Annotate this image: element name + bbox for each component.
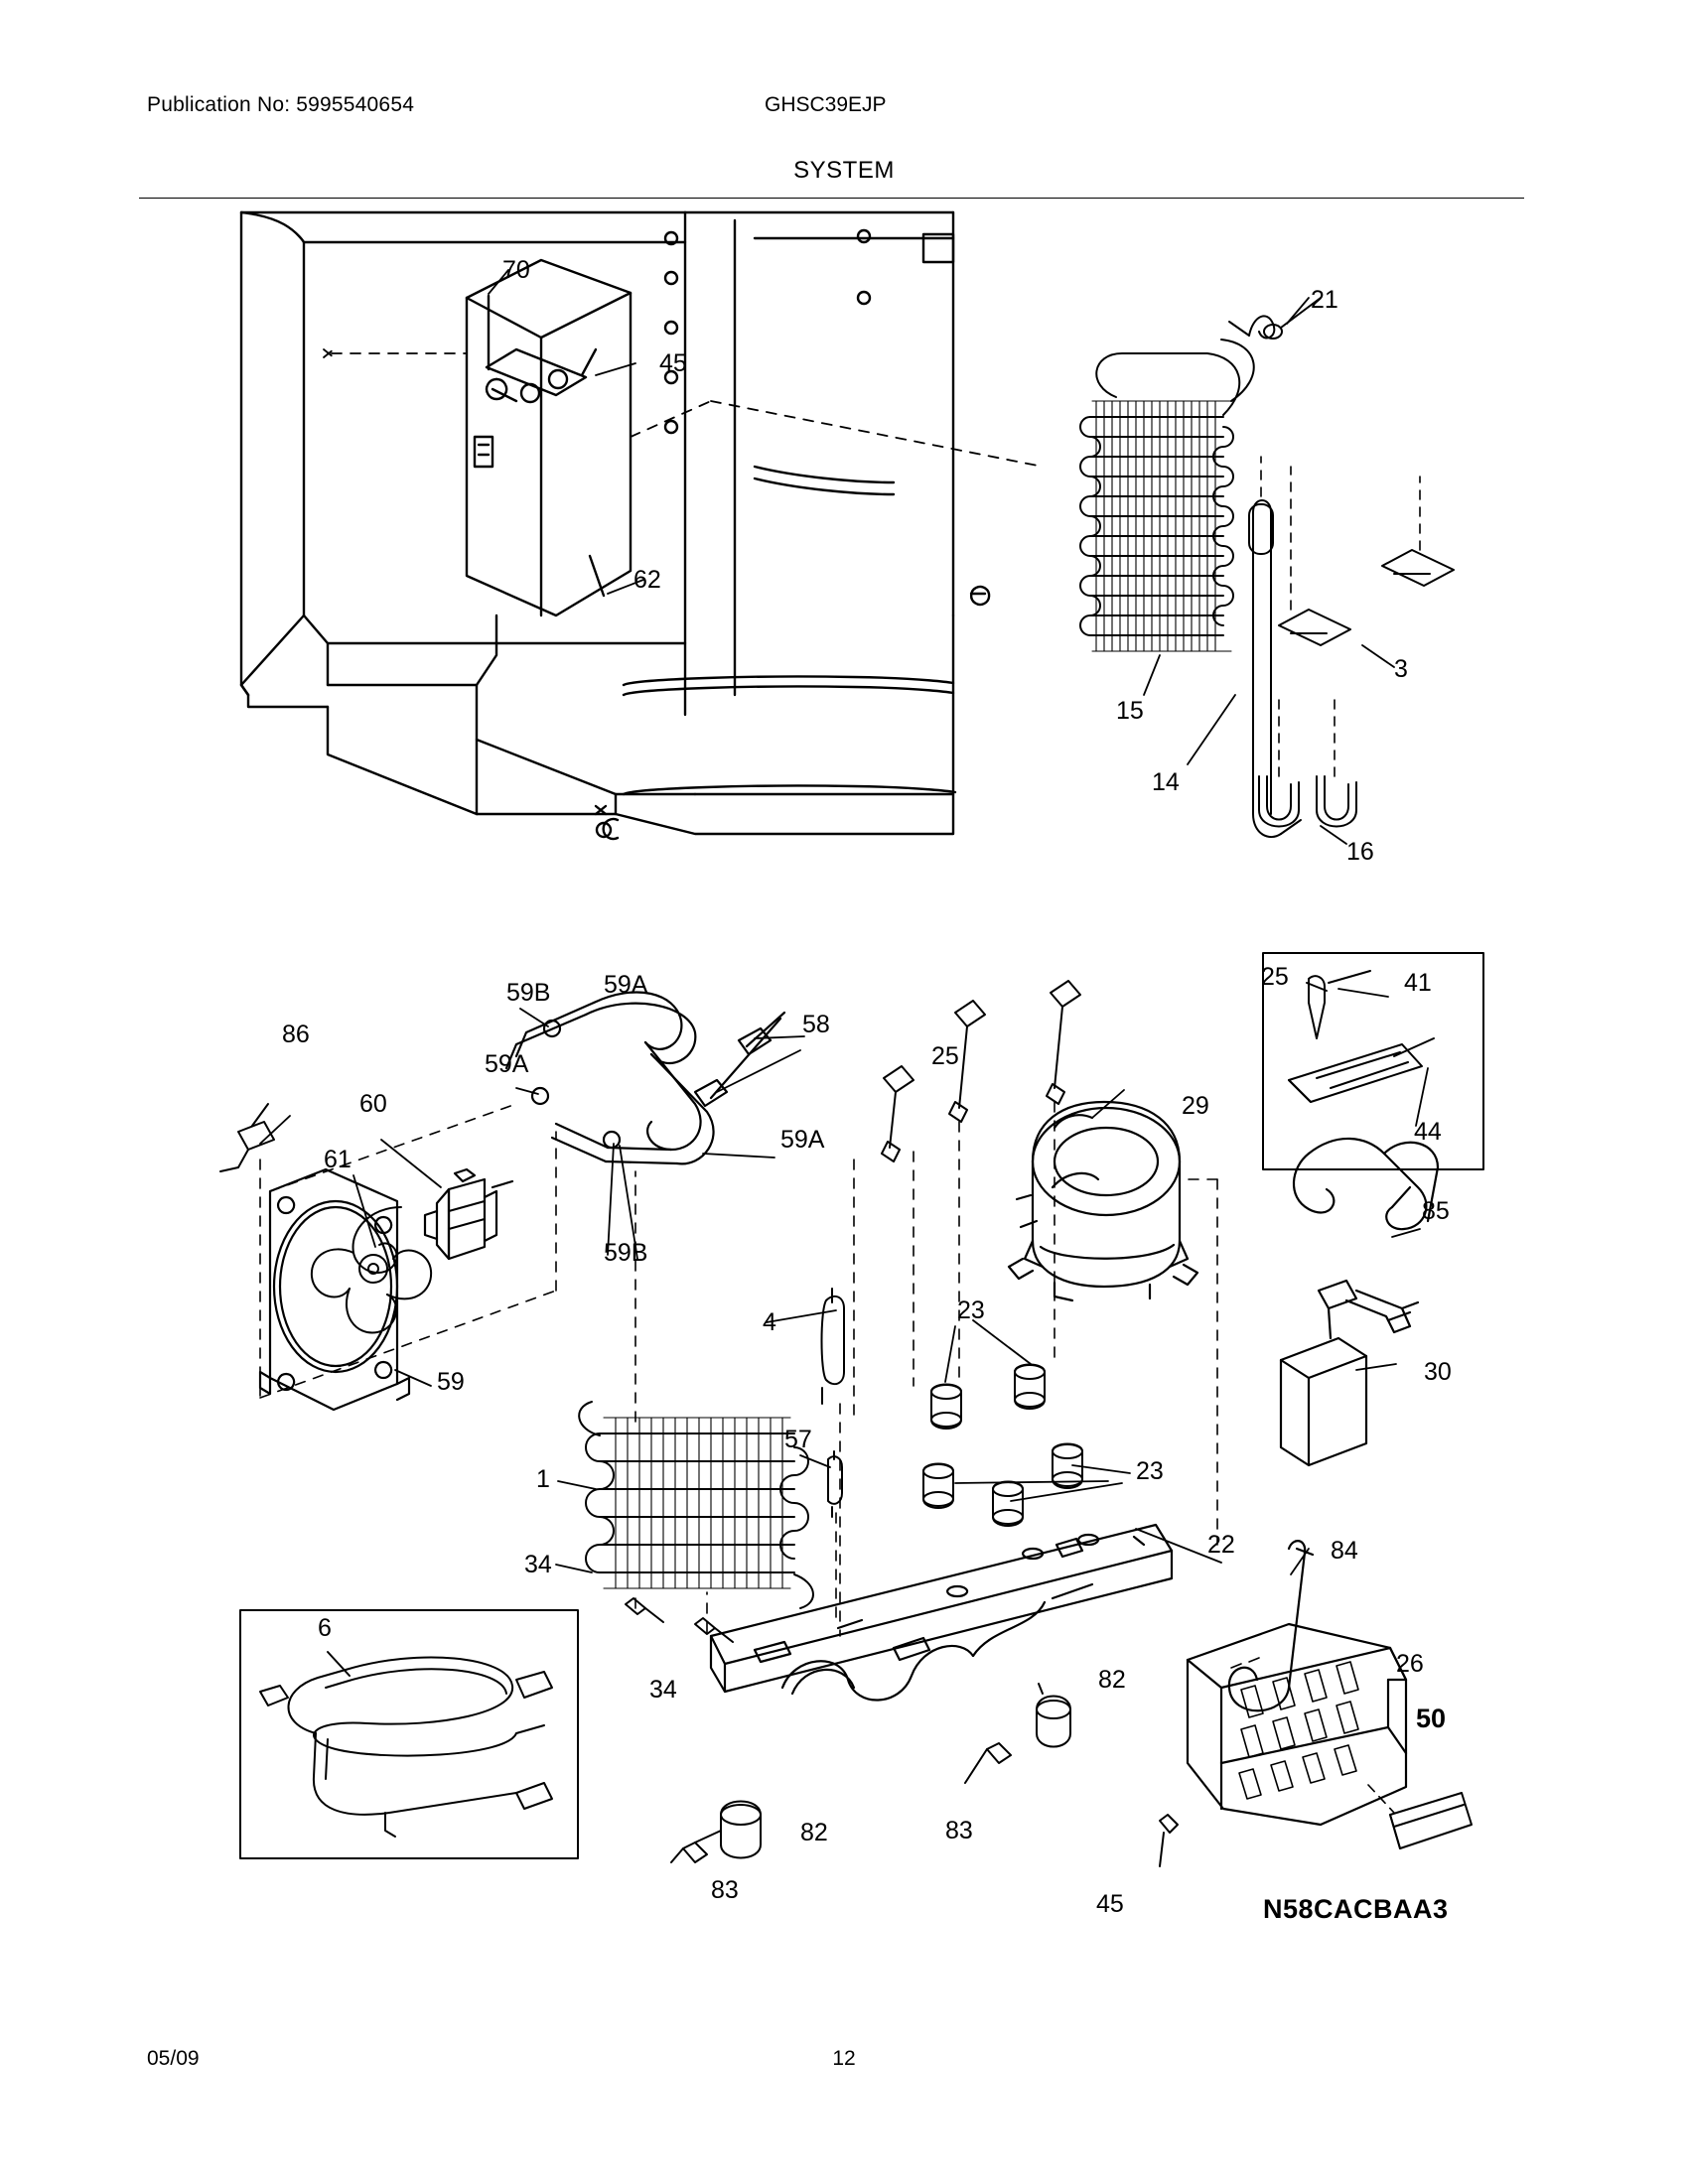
upper-leaders <box>489 270 1394 844</box>
capacitor-82-b <box>695 1802 761 1858</box>
callout-83-left: 83 <box>711 1876 739 1904</box>
callout-15: 15 <box>1116 697 1144 725</box>
callout-59: 59 <box>437 1368 465 1396</box>
tubing-58-59 <box>506 993 784 1164</box>
lower-leaders <box>260 989 1428 1574</box>
capacitor-82-a <box>1037 1684 1070 1747</box>
screw-45-lower <box>1160 1815 1178 1866</box>
drawing-code: N58CACBAA3 <box>1263 1894 1449 1924</box>
accumulator-4 <box>822 1289 845 1404</box>
relay-box-30 <box>1281 1281 1418 1465</box>
tube-connector-21 <box>1229 298 1321 339</box>
callout-59a-left: 59A <box>485 1050 529 1078</box>
callout-34-right: 34 <box>649 1676 677 1704</box>
model-number: GHSC39EJP <box>765 93 887 116</box>
callout-86: 86 <box>282 1021 310 1048</box>
callout-58: 58 <box>802 1011 830 1038</box>
callout-4: 4 <box>763 1308 776 1336</box>
screws-25 <box>882 981 1080 1161</box>
fan-motor-60 <box>425 1169 512 1259</box>
callout-61: 61 <box>324 1146 352 1173</box>
callout-59a-right: 59A <box>780 1126 825 1154</box>
callout-16: 16 <box>1346 838 1374 866</box>
drier-tube-assembly <box>1249 500 1356 837</box>
callout-50: 50 <box>1416 1704 1447 1733</box>
tube-85 <box>1294 1139 1438 1229</box>
inset-box-hardware <box>1263 953 1483 1169</box>
callout-34-left: 34 <box>524 1551 552 1578</box>
grommets-23 <box>923 1365 1082 1527</box>
callout-59b-top: 59B <box>506 979 551 1007</box>
callout-29: 29 <box>1182 1092 1209 1120</box>
condenser-coil <box>1080 340 1254 651</box>
callout-23-top: 23 <box>957 1297 985 1324</box>
callout-3: 3 <box>1394 655 1408 683</box>
callout-6: 6 <box>318 1614 332 1642</box>
callout-59a-top: 59A <box>604 971 648 999</box>
callout-70: 70 <box>502 256 530 284</box>
page-number: 12 <box>832 2047 856 2070</box>
cabinet-outline <box>241 212 989 839</box>
callout-25-right: 25 <box>1261 963 1289 991</box>
callout-26: 26 <box>1396 1650 1424 1678</box>
callout-21: 21 <box>1311 286 1338 314</box>
callout-57: 57 <box>784 1426 812 1453</box>
callout-60: 60 <box>359 1090 387 1118</box>
callout-82-upper: 82 <box>1098 1666 1126 1694</box>
revision-date: 05/09 <box>147 2047 200 2070</box>
callout-62: 62 <box>633 566 661 594</box>
callout-45-upper: 45 <box>659 349 687 377</box>
callout-1: 1 <box>536 1465 550 1493</box>
inset-box-cord <box>240 1610 578 1858</box>
drain-pan-26 <box>1188 1541 1406 1825</box>
publication-number: Publication No: 5995540654 <box>147 93 415 116</box>
callout-22: 22 <box>1207 1531 1235 1559</box>
callout-44: 44 <box>1414 1118 1442 1146</box>
lower-guide-lines <box>260 1102 1217 1636</box>
callout-30: 30 <box>1424 1358 1452 1386</box>
compressor-29 <box>1009 1102 1197 1300</box>
module-50 <box>1368 1785 1472 1848</box>
callout-85: 85 <box>1422 1197 1450 1225</box>
callout-25-left: 25 <box>931 1042 959 1070</box>
fan-shroud-59 <box>260 1169 409 1410</box>
page-title: SYSTEM <box>793 157 895 184</box>
callout-23-bottom: 23 <box>1136 1457 1164 1485</box>
ice-container-assembly <box>467 260 631 615</box>
evaporator-coil-1 <box>579 1402 813 1608</box>
callout-82-lower: 82 <box>800 1819 828 1846</box>
callout-59b-bottom: 59B <box>604 1239 648 1267</box>
callout-14: 14 <box>1152 768 1180 796</box>
callout-41: 41 <box>1404 969 1432 997</box>
callout-84: 84 <box>1331 1537 1358 1565</box>
callout-45-lower: 45 <box>1096 1890 1124 1918</box>
mounting-clips-3 <box>1279 550 1454 645</box>
callout-83-mid: 83 <box>945 1817 973 1844</box>
